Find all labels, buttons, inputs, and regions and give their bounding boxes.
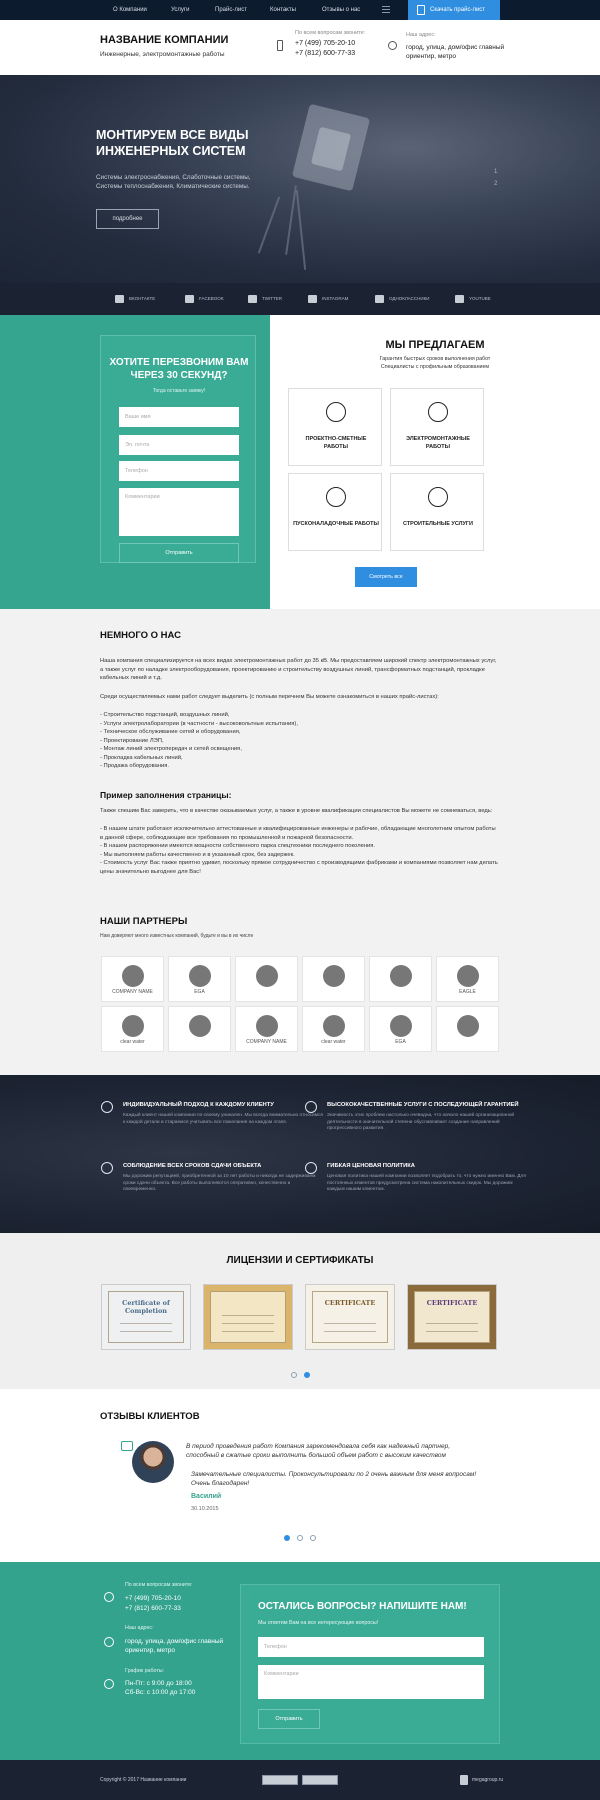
feature-title: ИНДИВИДУАЛЬНЫЙ ПОДХОД К КАЖДОМУ КЛИЕНТУ [123,1102,274,1108]
contacts-address: город, улица, дом/офис главный ориентир, метро [125,1638,224,1654]
offers-section [270,315,600,609]
hero-title: МОНТИРУЕМ ВСЕ ВИДЫ ИНЖЕНЕРНЫХ СИСТЕМ [96,128,249,158]
partner-logo[interactable] [168,1006,231,1052]
company-subtitle: Инженерные, электромонтажные работы [100,51,225,58]
certificate-image[interactable] [305,1284,395,1350]
partner-name: EAGLE [459,989,476,995]
certificate-line [222,1331,274,1332]
contacts-hours-1: Пн-Пт: с 9:00 до 18:00 [125,1680,192,1687]
reviews-title: ОТЗЫВЫ КЛИЕНТОВ [100,1411,200,1422]
nav-item-services[interactable]: Услуги [171,7,190,13]
certificate-image[interactable] [101,1284,191,1350]
feature-item [327,1162,527,1194]
nav-item-price[interactable]: Прайс-лист [215,7,247,13]
partner-logo[interactable] [369,956,432,1002]
helmet-icon [428,487,448,507]
comment-textarea[interactable] [119,488,239,536]
social-youtube[interactable] [455,294,491,304]
feature-text: Каждый клиент нашей компании по-своему уникален. Мы всегда внимательно относимся к каждой детали и стараемся учитывать все пожелания на каждом этапе. [123,1113,323,1125]
document-icon [417,5,425,15]
partner-name: EGA [194,989,205,995]
carousel-dot[interactable] [291,1372,297,1378]
checkmark-icon [305,1101,317,1113]
contacts-phone-2[interactable]: +7 (812) 600-77-33 [125,1605,181,1612]
about-list [100,711,500,771]
nav-item-contacts[interactable]: Контакты [270,7,296,13]
social-label: FACEBOOK [199,296,224,301]
carousel-dot-active[interactable] [304,1372,310,1378]
feature-item [327,1101,527,1133]
phone-number-1[interactable]: +7 (499) 705-20-10 [295,40,356,47]
offer-card-construction[interactable] [390,473,484,551]
top-nav [0,0,600,20]
hero-text: Системы электроснабжения, Слаботочные системы, Системы теплоснабжения, Климатические системы. [96,174,251,190]
certificate-line [324,1331,376,1332]
review-dot[interactable] [297,1535,303,1541]
company-name[interactable]: НАЗВАНИЕ КОМПАНИИ [100,34,229,46]
partner-name: clear water [321,1039,346,1045]
questions-send-button[interactable]: Отправить [258,1709,320,1729]
counter-badge[interactable] [302,1775,338,1785]
certificate-line [324,1323,376,1324]
about-list-item: - Продажа оборудования. [100,763,170,769]
hero-slide-2[interactable]: 2 [494,181,498,187]
contacts-address-label: Наш адрес: [125,1625,154,1631]
social-bar [0,283,600,315]
lightbulb-icon [428,402,448,422]
address-label: Наш адрес: [406,32,436,38]
feature-item [123,1101,323,1126]
partner-name: clear water [120,1039,145,1045]
partner-logo[interactable] [168,956,231,1002]
partner-logo-icon [256,1015,278,1037]
clock-icon [104,1679,114,1689]
header [0,20,600,75]
social-facebook[interactable] [185,294,224,304]
about-list-item: - Строительство подстанций, воздушных линий, [100,712,230,718]
callback-subtitle: Тогда оставьте заявку! [152,388,206,394]
partner-logo-icon [323,965,345,987]
features-section [0,1075,600,1233]
nav-item-reviews[interactable]: Отзывы о нас [322,7,361,13]
twitter-icon [248,295,257,303]
contacts-hours-2: Сб-Вс: с 10:00 до 17:00 [125,1689,196,1696]
about-list-item: - Прокладка кабельных линий, [100,754,183,761]
multimeter-icon [326,487,346,507]
partner-logo-icon [256,965,278,987]
feature-item [123,1162,323,1194]
hero-photo-wire [285,185,297,255]
contacts-phone-1[interactable]: +7 (499) 705-20-10 [125,1595,181,1602]
address-text: город, улица, дом/офис главный ориентир, метро [406,44,505,60]
certificate-title: CERTIFICATE [324,1299,376,1307]
about-list-item: - В нашем штате работают исключительно аттестованные и квалифицированные инженеры и рабочие, обладающие многолетним опытом работы в данной сфере, соблюдающие все требования по промышленной и пожарной безопасности. [100,826,496,841]
review-text-2: Замечательные специалисты. Проконсультировали по 2 очень важным для меня вопросам! Очень благодарен! [191,1471,477,1487]
offer-card-label: ПУСКОНАЛАДОЧНЫЕ РАБОТЫ [293,521,379,527]
feature-text: Мы дорожим репутацией, приобретенной за 10 лет работы и никогда не задерживаем сроки сдачи объекта. Все работы выполняются оперативно, качественно и своевременно. [123,1174,316,1192]
callback-title: ХОТИТЕ ПЕРЕЗВОНИМ ВАМ ЧЕРЕЗ 30 СЕКУНД? [109,357,249,381]
certificate-line [120,1323,172,1324]
checkmark-icon [101,1162,113,1174]
offer-card-label: ЭЛЕКТРОМОНТАЖНЫЕ РАБОТЫ [406,436,470,450]
social-label: INSTAGRAM [322,296,349,301]
partner-logo[interactable] [101,956,164,1002]
feature-title: СОБЛЮДЕНИЕ ВСЕХ СРОКОВ СДАЧИ ОБЪЕКТА [123,1163,262,1169]
offers-subtitle-1: Гарантия быстрых сроков выполнения работ [379,356,491,362]
social-label: YOUTUBE [469,296,491,301]
about-list-item: - Услуги электролаборатории (в частности - высоковольтные испытания), [100,720,298,727]
partner-logo[interactable] [302,1006,365,1052]
questions-form-subtitle: Мы ответим Вам на все интересующие вопросы! [258,1620,379,1626]
location-pin-icon [104,1637,114,1647]
checkmark-icon [101,1101,113,1113]
partner-logo-icon [189,965,211,987]
phone-icon [104,1592,114,1602]
questions-comment-textarea[interactable] [258,1665,484,1699]
partner-logo[interactable] [369,1006,432,1052]
partners-subtitle: Нам доверяют много известных компаний, будьте и вы в их числе [100,933,254,939]
phone-icon [277,40,283,51]
about-paragraph-2: Среди осуществляемых нами работ следует выделить (с полным перечнем Вы можете ознакомиться в наших прайс-листах): [100,694,439,700]
instagram-icon [308,295,317,303]
social-odnoklassniki[interactable] [375,294,430,304]
certificate-line [120,1331,172,1332]
partner-logo-icon [390,1015,412,1037]
footer [0,1760,600,1800]
hero-slide-1[interactable]: 1 [494,169,498,175]
vk-icon [115,295,124,303]
certificate-line [426,1323,478,1324]
partner-logo[interactable] [101,1006,164,1052]
feature-title: ВЫСОКОКАЧЕСТВЕННЫЕ УСЛУГИ С ПОСЛЕДУЮЩЕЙ ГАРАНТИЕЙ [327,1102,519,1108]
phone-input[interactable] [119,461,239,481]
review-date: 30.10.2015 [191,1506,219,1512]
odnoklassniki-icon [375,295,384,303]
certificate-line [426,1331,478,1332]
partner-logo[interactable] [436,1006,499,1052]
social-twitter[interactable] [248,294,282,304]
hero-more-button[interactable]: подробнее [96,209,159,229]
youtube-icon [455,295,464,303]
about-title: НЕМНОГО О НАС [100,630,182,641]
about-section [0,609,600,1075]
offer-card-electrical[interactable] [390,388,484,466]
nav-item-about[interactable]: О Компании [113,7,147,13]
partner-logo-icon [457,965,479,987]
offer-card-design[interactable] [288,388,382,466]
callback-send-button[interactable]: Отправить [119,543,239,563]
partner-logo[interactable] [302,956,365,1002]
questions-phone-input[interactable] [258,1637,484,1657]
menu-icon[interactable] [380,4,392,16]
contacts-hours-label: График работы: [125,1668,165,1674]
offers-title: МЫ ПРЕДЛАГАЕМ [385,339,485,351]
copyright: Copyright © 2017 Название компании [100,1777,187,1783]
about-list-item: - Проектирование ЛЭП, [100,737,164,744]
hero-banner [0,75,600,283]
contacts-phone-label: По всем вопросам звоните: [125,1582,193,1588]
partner-logo-icon [390,965,412,987]
social-instagram[interactable] [308,294,348,304]
facebook-icon [185,295,194,303]
about-paragraph-1: Наша компания специализируется на всех видах электромонтажных работ до 35 кВ. Мы предоставляем широкий спектр электромонтажных услуг, а также услуг по наладке электрооборудования, проектированию и строительству воздушных линий, трансформатных подстанций, прокладке кабельных линий и т.д. [100,658,497,681]
quote-icon [121,1441,133,1451]
certificate-line [222,1323,274,1324]
partner-name: COMPANY NAME [112,989,153,995]
partner-logo-icon [189,1015,211,1037]
feature-title: ГИБКАЯ ЦЕНОВАЯ ПОЛИТИКА [327,1163,415,1169]
counter-badge[interactable] [262,1775,298,1785]
name-input[interactable] [119,407,239,427]
social-label: TWITTER [262,296,282,301]
see-all-button[interactable]: Смотреть все [355,567,417,587]
certificate-title: CERTIFICATE [426,1299,478,1307]
social-label: ОДНОКЛАССНИКИ [389,296,430,301]
checkmark-icon [305,1162,317,1174]
partner-logo-icon [323,1015,345,1037]
offer-card-label: СТРОИТЕЛЬНЫЕ УСЛУГИ [402,521,474,527]
about-list-item: - В нашем распоряжении имеются мощности собственного парка спецтехники последнего поколения. [100,843,376,849]
hero-photo-wire [258,196,280,253]
about-paragraph-3: Также спешим Вас заверить, что в качестве оказываемых услуг, а также в уровне квалификации специалистов Вы можете не сомневаться, ведь: [100,808,493,814]
social-vk[interactable] [115,294,155,304]
callback-form [100,335,256,563]
about-list-item: - Монтаж линий электропередач и сетей освещения, [100,746,242,752]
phone-number-2[interactable]: +7 (812) 600-77-33 [295,50,356,57]
reviewer-name: Василий [191,1493,222,1500]
download-label: Скачать прайс-лист [430,7,486,13]
partner-name: EGA [395,1039,406,1045]
partner-logo[interactable] [235,1006,298,1052]
certificate-line [222,1315,274,1316]
engineer-icon [326,402,346,422]
partner-logo[interactable] [235,956,298,1002]
certificate-image[interactable] [407,1284,497,1350]
contacts-section [0,1562,600,1760]
avatar [132,1441,174,1483]
about-list-2 [100,825,500,876]
email-input[interactable] [119,435,239,455]
feature-text: Ценовая политика нашей компании позволяет подобрать то, что нужно именно Вам. Для постоянных клиентов предусмотрена система накопительных скидок. Мы дорожим каждым нашим клиентом. [327,1174,526,1192]
partners-title: НАШИ ПАРТНЕРЫ [100,916,188,927]
developer-logo-icon [460,1775,468,1785]
partner-name: COMPANY NAME [246,1039,287,1045]
hero-photo-wire [296,190,306,270]
phone-label: По всем вопросам звоните: [295,30,366,36]
about-list-item: - Мы выполняем работы качественно и в указанный срок, без задержек. [100,851,295,858]
partner-logo[interactable] [436,956,499,1002]
review-text-1: В период проведения работ Компания зарекомендовала себя как надежный партнер, способный в сжатые сроки выполнить большой объем работ с высоким качеством [186,1443,451,1459]
location-pin-icon [388,41,397,50]
callback-section [0,315,270,609]
partner-logo-icon [122,1015,144,1037]
licenses-title: ЛИЦЕНЗИИ И СЕРТИФИКАТЫ [226,1255,374,1266]
certificate-image[interactable] [203,1284,293,1350]
developer-link[interactable]: megagroup.ru [472,1777,504,1783]
certificate-border [210,1291,286,1343]
about-list-item: - Техническое обслуживание сетей и оборудования, [100,729,241,735]
certificate-title: Certificate of Completion [122,1299,170,1315]
offer-card-commissioning[interactable] [288,473,382,551]
offers-subtitle-2: Специалисты с профильным образованием [380,364,490,370]
example-heading: Пример заполнения страницы: [100,790,232,800]
questions-form-title: ОСТАЛИСЬ ВОПРОСЫ? НАПИШИТЕ НАМ! [258,1601,467,1612]
partner-logo-icon [122,965,144,987]
download-price-button[interactable] [408,0,500,20]
questions-form [240,1584,500,1744]
review-dot-active[interactable] [284,1535,290,1541]
partner-logo-icon [457,1015,479,1037]
feature-text: Значимость этих проблем настолько очевидна, что начало нашей организационной деятельности в значительной степени обуславливает создание направлений прогрессивного развития. [327,1113,515,1131]
review-dot[interactable] [310,1535,316,1541]
social-label: ВКОНТАКТЕ [129,296,156,301]
about-list-item: - Стоимость услуг Вас также приятно удивит, поскольку прямое сотрудничество с производящими фабриками и компаниями позволяет нам делать цены значительно выгоднее для Вас! [100,860,498,875]
reviews-section [0,1389,600,1562]
offer-card-label: ПРОЕКТНО-СМЕТНЫЕ РАБОТЫ [305,436,367,450]
licenses-section [0,1233,600,1389]
